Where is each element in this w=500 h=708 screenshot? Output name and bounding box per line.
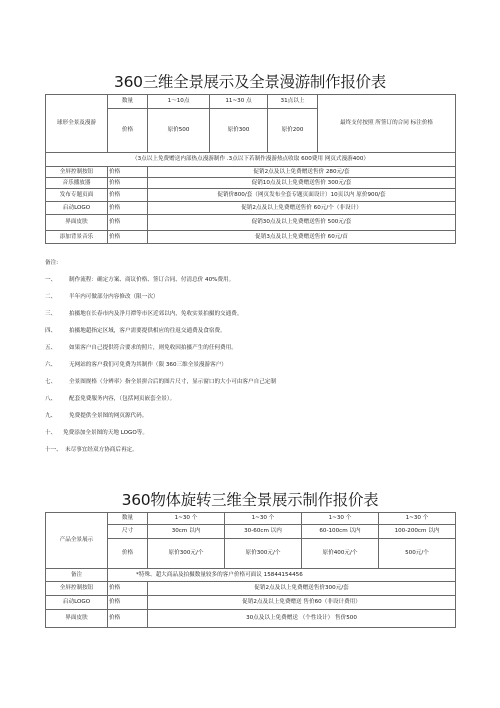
product-row-label: 产品全景展示 xyxy=(46,513,108,569)
item-price-label: 价格 xyxy=(108,610,148,628)
item-price-label: 价格 xyxy=(108,596,148,610)
price-3: 原价200 xyxy=(268,109,318,153)
item-name: 添加背景音乐 xyxy=(46,231,108,244)
price-3: 原价400元/个 xyxy=(302,539,379,569)
note-text: 配套免费服务内容，（包括网页嵌套全景）。 xyxy=(69,396,176,402)
note-text: 无网站的客户我们可免费为其制作（限 360三维全景漫游客户） xyxy=(69,362,227,368)
note-number: 八、 xyxy=(45,396,57,402)
price-table-1 xyxy=(45,94,456,244)
size-3: 60-100cm 以内 xyxy=(302,525,379,539)
free-hotspot-note: （3点以上免费赠送内部热点漫游制作 .3点以下若制作漫游热点收取 600费用 网页式漫游400） xyxy=(46,153,456,167)
item-name: 全屏控制按钮 xyxy=(46,582,108,596)
note-item xyxy=(45,326,465,334)
item-detail: 促销30点及以上免费赠送售价 500元/套 xyxy=(148,215,456,231)
remark-text: *特殊、超大商品及拍摄数量较多的客户价格可面议 15844154456 xyxy=(108,569,456,582)
item-price-label: 价格 xyxy=(108,178,148,189)
note-number: 十一、 xyxy=(45,447,62,453)
price-2: 原价300元/个 xyxy=(225,539,302,569)
note-number: 七、 xyxy=(45,379,57,385)
note-number: 一、 xyxy=(45,277,57,283)
item-detail: 促销3点及以上免费赠送售价 60元/首 xyxy=(148,231,456,244)
note-number: 六、 xyxy=(45,362,57,368)
range-3: 31点以上 xyxy=(268,95,318,109)
note-item xyxy=(45,343,465,351)
remark-label: 备注 xyxy=(46,569,108,582)
panorama-row-label: 球形全景及漫游 xyxy=(46,95,108,153)
note-item xyxy=(45,275,465,283)
notes-heading: 备注: xyxy=(45,260,59,266)
note-text: 免费添加全景图的天地 LOGO等。 xyxy=(63,430,148,436)
qty-1: 1~30 个 xyxy=(148,513,225,525)
price-table-1-title: 360三维全景展示及全景漫游制作报价表 xyxy=(114,73,386,91)
note-text: 未尽事宜经双方协商后再定。 xyxy=(65,447,138,453)
price-1: 原价300元/个 xyxy=(148,539,225,569)
note-text: 如果客户自己提供符合要求的照片，则免收因拍摄产生的任何费用。 xyxy=(69,345,237,351)
item-price-label: 价格 xyxy=(108,189,148,202)
item-detail: 促销2点及以上免费赠送 售价60（非设计费用） xyxy=(148,596,456,610)
note-number: 十、 xyxy=(45,430,57,436)
item-price-label: 价格 xyxy=(108,167,148,178)
size-2: 30-60cm 以内 xyxy=(225,525,302,539)
note-item xyxy=(45,360,465,368)
item-name: 音乐播放器 xyxy=(46,178,108,189)
item-price-label: 价格 xyxy=(108,202,148,215)
note-text: 拍摄地在长春市内及净月潭等市区近郊以内，免收实景拍摄的交通费。 xyxy=(69,311,243,317)
contract-remark: 最终支付按照 所签订的合同 标注价格 xyxy=(318,95,456,153)
qty-4: 1~30 个 xyxy=(379,513,456,525)
note-number: 二、 xyxy=(45,294,57,300)
price-1: 原价500 xyxy=(148,109,210,153)
note-number: 五、 xyxy=(45,345,57,351)
item-detail: 促销2点及以上免费赠送售价 60元/个（非设计） xyxy=(148,202,456,215)
item-price-label: 价格 xyxy=(108,582,148,596)
size-1: 30cm 以内 xyxy=(148,525,225,539)
price-table-2 xyxy=(45,512,456,628)
price-4: 500元/个 xyxy=(379,539,456,569)
item-name: 界面皮肤 xyxy=(46,215,108,231)
item-detail: 促销2点及以上免费赠送售价300元/套 xyxy=(148,582,456,596)
qty-3: 1~30 个 xyxy=(302,513,379,525)
note-item xyxy=(45,377,465,385)
item-name: 界面皮肤 xyxy=(46,610,108,628)
note-text: 半年内可做部分内容修改（限一次） xyxy=(69,294,159,300)
item-detail: 促销10点及以上免费赠送售价 300元/套 xyxy=(148,178,456,189)
note-item xyxy=(45,445,465,453)
range-1: 1～10点 xyxy=(148,95,210,109)
item-name: 发布专题页面 xyxy=(46,189,108,202)
item-name: 启动LOGO xyxy=(46,596,108,610)
qty-2: 1~30 个 xyxy=(225,513,302,525)
item-name: 启动LOGO xyxy=(46,202,108,215)
price-label: 价格 xyxy=(108,539,148,569)
price-label: 价格 xyxy=(108,109,148,153)
note-item xyxy=(45,292,465,300)
qty-label: 数量 xyxy=(108,95,148,109)
note-number: 九、 xyxy=(45,413,57,419)
item-detail: 促销2点及以上免费赠送售价 280元/套 xyxy=(148,167,456,178)
note-item xyxy=(45,394,465,402)
item-name: 全屏控制按钮 xyxy=(46,167,108,178)
range-2: 11~30 点 xyxy=(210,95,268,109)
item-detail: 促销价800/套（网页发布全套专题页面设计）10页以内 原价900/套 xyxy=(148,189,456,202)
size-label: 尺寸 xyxy=(108,525,148,539)
price-table-2-title: 360物体旋转三维全景展示制作报价表 xyxy=(121,491,379,509)
note-item xyxy=(45,411,465,419)
note-item xyxy=(45,309,465,317)
note-item xyxy=(45,428,465,436)
qty-label: 数量 xyxy=(108,513,148,525)
price-2: 原价300 xyxy=(210,109,268,153)
item-detail: 30点及以上免费赠送 （个性设计） 售价500 xyxy=(148,610,456,628)
item-price-label: 价格 xyxy=(108,215,148,231)
note-text: 拍摄地超指定区域，客户需要提供相应的往返交通费及食宿费。 xyxy=(69,328,226,334)
note-text: 全景图规格（分辨率）指全景拼合后的图片尺寸，显示窗口的大小可由客户自己定制 xyxy=(69,379,276,385)
note-number: 四、 xyxy=(45,328,57,334)
item-price-label: 价格 xyxy=(108,231,148,244)
note-number: 三、 xyxy=(45,311,57,317)
note-text: 免费提供全景图的网页源代码。 xyxy=(69,413,148,419)
note-text: 制作流程：确定方案、商议价格、签订合同、付清总价 40%费用。 xyxy=(69,277,235,283)
size-4: 100-200cm 以内 xyxy=(379,525,456,539)
